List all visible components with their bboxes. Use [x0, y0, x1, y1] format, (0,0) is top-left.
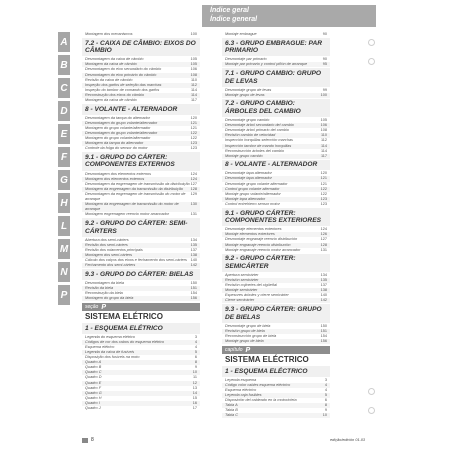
toc-entry-page: 137	[190, 247, 197, 252]
toc-entry-label: Legenda do esquema elétrico	[85, 334, 136, 339]
toc-entry-label: Montaje elementos exteriores	[225, 232, 275, 237]
toc-entry-label: Leyenda esquema	[225, 377, 257, 382]
toc-section	[222, 99, 330, 159]
toc-entry-page: 5	[324, 392, 327, 397]
toc-entry-page: 120	[190, 115, 197, 120]
toc-entry[interactable]	[82, 32, 200, 37]
toc-entry-page: 9	[324, 408, 327, 413]
section-tab-d[interactable]: D	[58, 101, 70, 121]
toc-entry-label: Desmontaje elementos exteriores	[225, 227, 282, 232]
toc-entry-page: 11	[193, 375, 197, 380]
toc-entry-page: 127	[190, 181, 197, 186]
toc-entry-page: 6	[194, 355, 197, 360]
toc-entry-label: Abertura dos semi-cárters	[85, 237, 129, 242]
toc-entry[interactable]	[222, 93, 330, 98]
toc-entry-page: 100	[190, 32, 197, 36]
toc-entry-page: 124	[320, 227, 327, 232]
toc-entry-page: 142	[190, 263, 197, 268]
toc-entry-page: 112	[190, 82, 197, 87]
section-tab-n[interactable]: N	[58, 262, 70, 282]
toc-entry-page: 124	[190, 171, 197, 176]
toc-section	[222, 254, 330, 304]
toc-entry-label: Cálculo dos calços dos eixos e fechamento dos semi-cárters	[85, 257, 187, 262]
toc-entry-label: Apertura semicárter	[225, 272, 259, 277]
toc-entry-page: 8	[194, 360, 197, 365]
header-title-pt: Índice geral	[210, 7, 249, 14]
toc-entry-label: Revisión cambio de velocidad	[225, 133, 276, 138]
toc-entry-page: 140	[190, 257, 197, 262]
toc-entry-label: Revisión semicárter	[225, 277, 259, 282]
toc-entry-label: Desmontagem da tampa do alternador	[85, 115, 151, 120]
toc-section	[222, 68, 330, 97]
toc-entry-page: 150	[190, 280, 197, 285]
toc-entry-page: 108	[320, 128, 327, 133]
toc-entry-label: Inspección tambor de mando horquillas	[225, 143, 292, 148]
toc-entry-page: 14	[192, 390, 197, 395]
binder-hole	[368, 388, 375, 395]
binder-hole	[368, 39, 375, 46]
toc-entry-page: 114	[320, 148, 327, 153]
toc-entry-label: Desmontaje árbol primario del cambio	[225, 128, 289, 133]
toc-entry-page: 128	[320, 242, 327, 247]
footer-edition: edição/edición 01-03	[330, 438, 366, 442]
toc-entry-label: Montaje grupo cambio	[225, 153, 263, 158]
toc-entry-label: Reconstrução da biela	[85, 290, 123, 295]
toc-entry-label: Quadro J	[85, 406, 101, 411]
toc-entry-page: 4	[324, 387, 327, 392]
toc-entry-page: 135	[190, 242, 197, 247]
section-heading: 9.2 - GRUPO CÁRTER: SEMICÁRTER	[222, 254, 330, 272]
toc-entry-page: 130	[190, 202, 197, 207]
toc-entry-label: Reconstrução dos eixos do câmbio	[85, 92, 145, 97]
toc-entry-page: 106	[320, 123, 327, 128]
toc-entry-label: Control grupo volante alternador	[225, 186, 280, 191]
toc-entry-page: 106	[190, 67, 197, 72]
section-tab-g[interactable]: G	[58, 170, 70, 190]
toc-entry-label: Montaje par primario y control piñón de arranque	[225, 62, 308, 67]
toc-entry[interactable]	[82, 202, 200, 212]
toc-entry-page: 126	[320, 232, 327, 237]
toc-entry-page: 150	[320, 323, 327, 328]
toc-entry-label: Revisão da biela	[85, 285, 114, 290]
toc-entry-page: 100	[320, 92, 327, 97]
toc-entry-page: 6	[324, 397, 327, 402]
toc-entry[interactable]	[222, 248, 330, 253]
toc-entry-label: Códigos de cor dos cabos do esquema elétrico	[85, 339, 165, 344]
toc-entry-label: Esquema eléctrico	[225, 387, 257, 392]
toc-entry-label: Montagem do grupo da biela	[85, 296, 134, 301]
toc-entry-page: 5	[194, 350, 197, 354]
toc-entry-page: 105	[320, 118, 327, 123]
toc-entry-page: 151	[190, 285, 197, 290]
toc-entry[interactable]	[82, 263, 200, 268]
toc-entry-page: 154	[190, 290, 197, 295]
toc-entry-page: 140	[320, 293, 327, 298]
toc-entry[interactable]	[82, 192, 200, 202]
toc-entry-label: Cierre semicárter	[225, 298, 255, 303]
toc-entry-page: 124	[190, 176, 197, 181]
toc-entry-label: Quadro E	[85, 380, 102, 385]
toc-section	[222, 38, 330, 67]
chapter-letter: P	[101, 303, 107, 311]
toc-entry-page: 142	[320, 298, 327, 303]
toc-entry-page: 138	[320, 288, 327, 293]
toc-entry-page: 90	[322, 57, 327, 62]
toc-entry-page: 134	[190, 237, 197, 242]
toc-entry-page: 3	[324, 377, 327, 382]
section-letter-tabs	[58, 32, 70, 308]
toc-entry-page: 4	[194, 344, 197, 349]
section-heading: 9.3 - GRUPO CÁRTER: GRUPO DE BIELAS	[222, 304, 330, 322]
toc-entry-label: Montagem da caixa de câmbio	[85, 62, 137, 67]
toc-entry[interactable]	[222, 413, 330, 418]
toc-entry-label: Desmontagem da engrenagem de transmissão do motor de arranque	[85, 191, 186, 202]
toc-entry-label: Quadro I	[85, 400, 100, 405]
toc-entry[interactable]	[82, 212, 200, 217]
toc-entry-label: Montagem da engrenagem da transmissão da distribuição	[85, 186, 183, 191]
section-tab-m[interactable]: M	[58, 239, 70, 259]
toc-section	[82, 218, 200, 268]
toc-section	[82, 323, 200, 411]
toc-entry-page: 121	[190, 125, 197, 130]
toc-entry-label: Desmontaje par primario	[225, 57, 267, 62]
toc-entry-label: Montaje grupo de levas	[225, 92, 265, 97]
toc-entry-page: 12	[192, 380, 197, 385]
toc-entry-page: 154	[320, 333, 327, 338]
toc-entry-label: Quadro H	[85, 395, 102, 400]
toc-entry-page: 122	[190, 136, 197, 141]
toc-entry-label: Montaje semicárter	[225, 288, 258, 293]
toc-entry-label: Leyenda caja fusibles	[225, 392, 262, 397]
section-heading: 1 - ESQUEMA ELÉTRICO	[82, 323, 200, 334]
toc-entry-label: Montagem da caixa de câmbio	[85, 98, 137, 103]
toc-entry-label: Revisão da caixa de câmbio	[85, 77, 133, 82]
toc-entry-label: Quadro G	[85, 390, 102, 395]
toc-entry-page: 8	[324, 403, 327, 408]
section-heading: 6.3 - GRUPO EMBRAGUE: PAR PRIMARIO	[222, 38, 330, 56]
toc-entry-label: Legenda da caixa de fusíveis	[85, 350, 135, 354]
toc-entry-label: Controle da folga do sensor do motor	[85, 146, 148, 151]
section-heading: 8 - VOLANTE - ALTERNADOR	[82, 104, 200, 115]
toc-entry-page: 17	[192, 406, 197, 411]
toc-entry-label: Revisão dos rolamentos principais	[85, 247, 143, 252]
toc-section	[82, 38, 200, 103]
toc-entry-page: 129	[190, 191, 197, 196]
footer-page-number: 8	[91, 437, 94, 443]
binder-hole	[368, 58, 375, 65]
section-tab-e[interactable]: E	[58, 124, 70, 144]
toc-section	[222, 366, 330, 418]
toc-entry-label: Desmontagem da caixa de câmbio	[85, 57, 144, 62]
toc-entry-label: Disposición del cableado en la motocicleta	[225, 397, 297, 402]
toc-entry-page: 114	[320, 143, 327, 148]
toc-entry-label: Fechamento dos semi-cárters	[85, 263, 136, 268]
section-heading: 1 - ESQUEMA ELÉCTRICO	[222, 366, 330, 377]
section-heading: 7.2 - CAIXA DE CÂMBIO: EIXOS DO CÂMBIO	[82, 38, 200, 56]
section-heading: 9.1 - GRUPO CÁRTER: COMPONENTES EXTERIORES	[222, 208, 330, 226]
toc-entry-page: 10	[192, 370, 197, 375]
page-header	[202, 5, 376, 27]
toc-entry-label: Revisão dos semi-cárters	[85, 242, 128, 247]
toc-entry-page: 112	[320, 138, 327, 143]
footer-marker	[82, 438, 88, 443]
chapter-label: seção	[85, 304, 99, 311]
toc-entry-page: 9	[194, 365, 197, 370]
toc-entry[interactable]	[222, 339, 330, 344]
toc-entry-label: Montagem do grupo volante/alternador	[85, 125, 151, 130]
toc-entry-page: 13	[192, 385, 197, 390]
toc-entry-label: Desmontaje tapa alternador	[225, 171, 272, 176]
toc-entry-page: 121	[190, 120, 197, 125]
toc-entry-page: 123	[190, 146, 197, 151]
section-heading: 7.2 - GRUPO CAMBIO: ÁRBOLES DEL CAMBIO	[222, 99, 330, 117]
chapter-letter: P	[245, 346, 251, 354]
toc-entry-label: Desmontagem da biela	[85, 280, 125, 285]
toc-entry-label: Quadro B	[85, 365, 102, 370]
toc-entry-label: Montaje tapa alternador	[225, 196, 266, 201]
toc-section	[222, 32, 330, 37]
section-tab-h[interactable]: H	[58, 193, 70, 213]
toc-entry-label: Tabla A	[225, 403, 238, 408]
binder-hole	[368, 407, 375, 414]
toc-entry-page: 121	[320, 181, 327, 186]
toc-entry[interactable]	[82, 146, 200, 151]
toc-entry-page: 110	[320, 133, 327, 138]
toc-entry-page: 105	[190, 57, 197, 62]
chapter-title: SISTEMA ELÉCTRICO	[225, 355, 309, 364]
section-tab-f[interactable]: F	[58, 147, 70, 167]
toc-entry-page: 90	[322, 32, 327, 36]
toc-entry-label: Desmontagem do eixo primário do câmbio	[85, 72, 157, 77]
section-heading: 9.1 - GRUPO DO CÁRTER: COMPONENTES EXTERNOS	[82, 152, 200, 170]
toc-entry-page: 108	[190, 72, 197, 77]
toc-entry-page: 123	[320, 196, 327, 201]
toc-entry-page: 117	[190, 98, 197, 103]
toc-entry-label: Quadro D	[85, 375, 102, 380]
toc-entry-page: 122	[320, 191, 327, 196]
section-heading: 9.3 - GRUPO DO CÁRTER: BIELAS	[82, 269, 200, 280]
toc-section	[222, 304, 330, 344]
toc-entry-page: 131	[320, 247, 327, 252]
toc-entry-label: Desmontaje grupo cambio	[225, 118, 270, 123]
toc-entry-page: 123	[320, 201, 327, 206]
toc-section	[222, 160, 330, 207]
chapter-title: SISTEMA ELÉTRICO	[85, 312, 163, 322]
toc-entry-label: Desmontaje grupo de levas	[225, 87, 272, 92]
toc-entry-label: Revisión grupo de biela	[225, 328, 265, 333]
toc-section	[82, 269, 200, 301]
toc-entry-page: 131	[190, 212, 197, 217]
toc-entry-page: 122	[190, 131, 197, 135]
toc-entry-label: Montagem dos semi-cárters	[85, 252, 133, 257]
toc-entry-label: Desmontagem da engrenagem de transmissão da distribuição	[85, 181, 190, 186]
toc-entry-label: Quadro A	[85, 360, 102, 365]
toc-entry-page: 114	[190, 87, 197, 92]
section-heading: 8 - VOLANTE - ALTERNADOR	[222, 160, 330, 171]
toc-entry-label: Disposição dos fusíveis na moto	[85, 355, 140, 360]
toc-entry-page: 95	[322, 62, 327, 67]
toc-entry-page: 114	[190, 92, 197, 97]
toc-entry-page: 134	[320, 272, 327, 277]
toc-entry-label: Desmontagem dos elementos externos	[85, 171, 152, 176]
toc-entry-label: Quadro C	[85, 370, 102, 375]
toc-entry-page: 122	[320, 186, 327, 191]
section-tab-b[interactable]: B	[58, 55, 70, 75]
toc-entry-page: 135	[320, 277, 327, 282]
toc-entry-label: Inspeção dos garfos de seleção das marchas	[85, 82, 162, 87]
toc-entry-label: Montagem dos mecanismos	[85, 32, 133, 36]
toc-entry-label: Desmontaje tapa alternador	[225, 176, 272, 181]
toc-entry[interactable]	[82, 98, 200, 103]
toc-entry-page: 138	[190, 252, 197, 257]
toc-entry-page: 156	[190, 296, 197, 301]
toc-entry-label: Montaje grupo volante/alternador	[225, 191, 281, 196]
toc-entry-page: 110	[190, 77, 197, 82]
toc-entry[interactable]	[222, 62, 330, 67]
toc-entry-label: Montagem da engrenagem de transmissão do motor de arranque	[85, 202, 179, 212]
toc-entry-label: Tabla B	[225, 408, 238, 413]
toc-entry-page: 16	[192, 400, 197, 405]
toc-entry-page: 3	[194, 334, 197, 339]
toc-entry-label: Control entrehierro sensor motor	[225, 201, 280, 206]
chapter-band	[82, 303, 200, 311]
toc-entry[interactable]	[222, 32, 330, 37]
toc-entry[interactable]	[82, 406, 200, 411]
toc-entry-label: Montaje embrague	[225, 32, 257, 36]
toc-entry-label: Desmontagem do grupo volante/alternador	[85, 120, 158, 125]
toc-entry-label: Desmontaje árbol secundario del cambio	[225, 123, 294, 128]
toc-entry-label: Esquema elétrico	[85, 344, 115, 349]
toc-entry-page: 127	[320, 237, 327, 242]
toc-section	[82, 32, 200, 37]
toc-entry-label: Montagem dos elementos externos	[85, 176, 145, 181]
toc-entry-page: 4	[194, 339, 197, 344]
section-tab-p[interactable]: P	[58, 285, 70, 305]
toc-section	[82, 104, 200, 151]
toc-entry-label: Espesores árboles y cierre semicárter	[225, 293, 289, 298]
toc-entry[interactable]	[222, 298, 330, 303]
right-column	[222, 32, 330, 419]
toc-section	[82, 152, 200, 217]
toc-entry-page: 4	[324, 382, 327, 387]
toc-entry-label: Inspección horquillas selección marchas	[225, 138, 293, 143]
toc-entry-page: 137	[320, 283, 327, 288]
toc-entry-page: 128	[190, 186, 197, 191]
chapter-label: capítulo	[225, 347, 243, 353]
toc-entry-label: Desmontaje grupo de biela	[225, 323, 271, 328]
toc-entry-label: Tabla C	[225, 413, 238, 418]
toc-entry-label: Desmontaje grupo volante alternador	[225, 181, 288, 186]
toc-entry-page: 156	[320, 338, 327, 343]
toc-entry-label: Montaje engranaje reenvío motor arrancador	[225, 247, 301, 252]
toc-entry-page: 99	[322, 87, 327, 92]
toc-entry-label: Desmontaje engranaje reenvío distribución	[225, 237, 298, 242]
toc-entry[interactable]	[82, 296, 200, 301]
section-tab-l[interactable]: L	[58, 216, 70, 236]
toc-entry-page: 151	[320, 328, 327, 333]
toc-entry-label: Revisión cojinetes del cigüeñal	[225, 283, 277, 288]
toc-entry-page: 120	[320, 171, 327, 176]
toc-entry-label: Montagem do grupo volante/alternador	[85, 136, 151, 141]
left-column	[82, 32, 200, 412]
toc-entry-page: 105	[190, 62, 197, 67]
toc-entry[interactable]	[222, 202, 330, 207]
toc-entry-page: 10	[322, 413, 327, 418]
toc-entry-page: 123	[190, 141, 197, 146]
toc-entry-label: Montagem engrenagem reenvio motor arrancador	[85, 212, 169, 217]
toc-section	[222, 208, 330, 253]
toc-entry-page: 117	[320, 153, 327, 158]
toc-entry-label: Desmontagem do grupo volante/alternador	[85, 131, 158, 135]
toc-entry-label: Montaje engranaje reenvío distribución	[225, 242, 291, 247]
toc-entry-label: Reconstrucción árboles del cambio	[225, 148, 285, 153]
section-heading: 7.1 - GRUPO CAMBIO: GRUPO DE LEVAS	[222, 68, 330, 86]
toc-entry[interactable]	[222, 154, 330, 159]
toc-entry-label: Código color cables esquema eléctrico	[225, 382, 291, 387]
toc-entry-label: Inspeção do tambor de comando dos garfos	[85, 87, 160, 92]
toc-entry-label: Reconstrucción grupo de biela	[225, 333, 277, 338]
section-tab-a[interactable]: A	[58, 32, 70, 52]
toc-entry-label: Desmontagem do eixo secundário do câmbio	[85, 67, 162, 72]
toc-entry-label: Montagem da tampa do alternador	[85, 141, 144, 146]
toc-entry-label: Quadro F	[85, 385, 102, 390]
header-title-es: Índice general	[210, 16, 258, 23]
chapter-band	[222, 346, 330, 354]
toc-entry-page: 15	[192, 395, 197, 400]
section-tab-c[interactable]: C	[58, 78, 70, 98]
section-heading: 9.2 - GRUPO DO CÁRTER: SEMI-CÁRTERS	[82, 218, 200, 236]
toc-entry-page: 121	[320, 176, 327, 181]
toc-entry-label: Montaje grupo de biela	[225, 338, 264, 343]
